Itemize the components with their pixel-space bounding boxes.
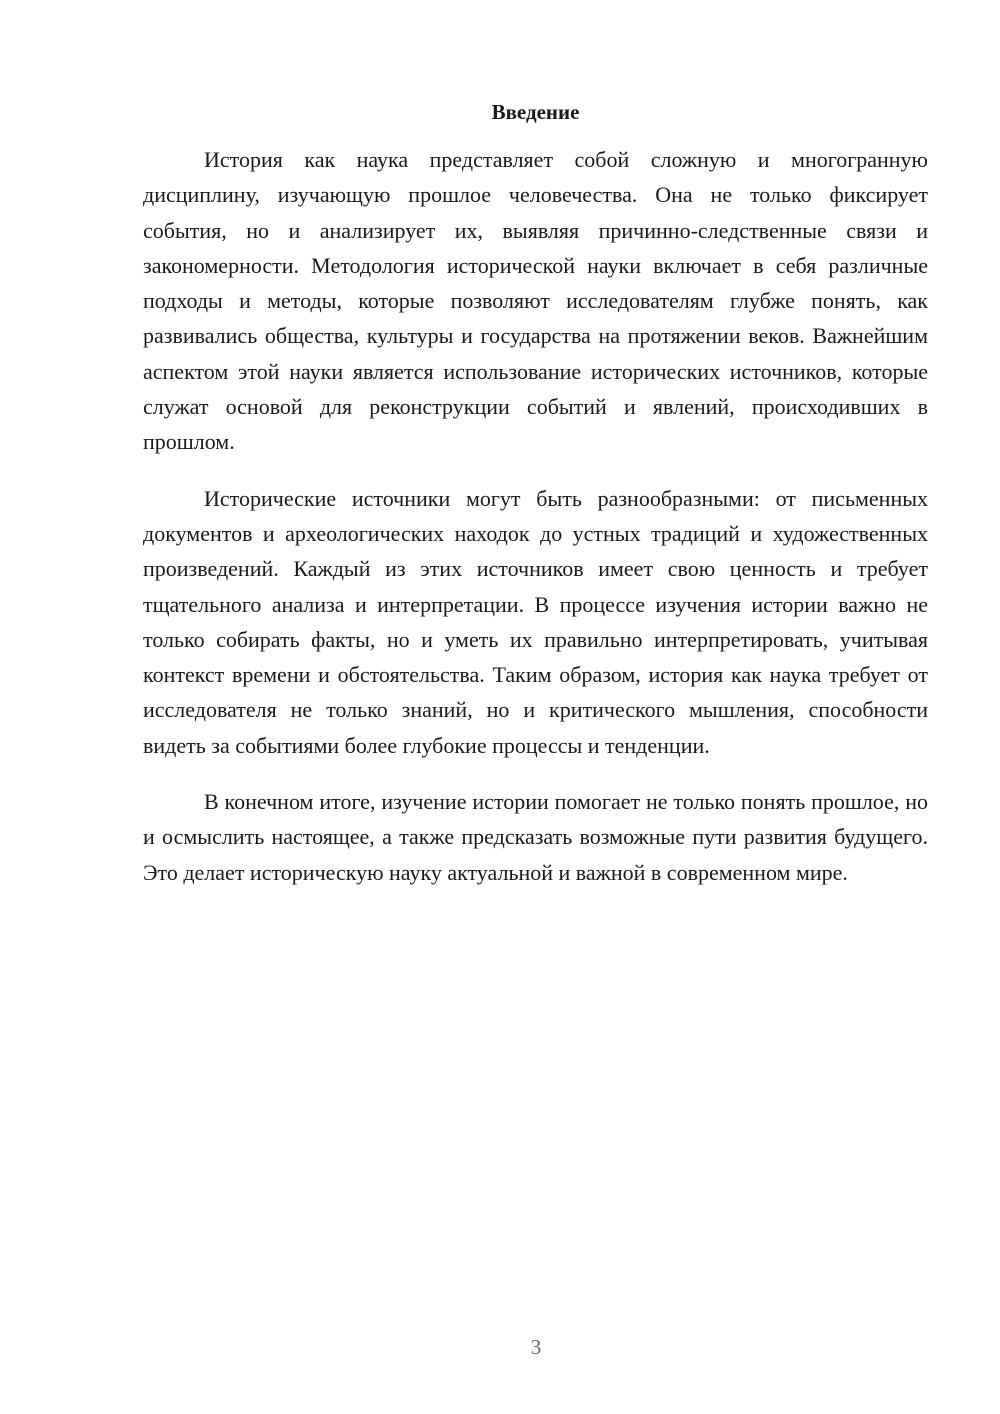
paragraph-1: История как наука представляет собой сложную и многогранную дисциплину, изучающую прошлое человечества. Она не только фиксирует события, но и анализирует их, выявляя причинно-следственные связи и закономерности. Методология исторической науки включает в себя различные подходы и методы, которые позволяют исследователям глубже понять, как развивались общества, культуры и государства на протяжении веков. Важнейшим аспектом этой науки является использование исторических источников, которые служат основой для реконструкции событий и явлений, происходивших в прошлом. [143, 147, 928, 455]
paragraph-3: В конечном итоге, изучение истории помогает не только понять прошлое, но и осмыслить настоящее, а также предсказать возможные пути развития будущего. Это делает историческую науку актуальной и важной в современном мире. [143, 789, 928, 885]
paragraph-2: Исторические источники могут быть разнообразными: от письменных документов и археологических находок до устных традиций и художественных произведений. Каждый из этих источников имеет свою ценность и требует тщательного анализа и интерпретации. В процессе изучения истории важно не только собирать факты, но и уметь их правильно интерпретировать, учитывая контекст времени и обстоятельства. Таким образом, история как наука требует от исследователя не только знаний, но и критического мышления, способности видеть за событиями более глубокие процессы и тенденции. [143, 485, 928, 758]
page-heading: Введение [491, 100, 580, 124]
page-number: 3 [530, 1335, 542, 1359]
body-text [143, 142, 928, 911]
